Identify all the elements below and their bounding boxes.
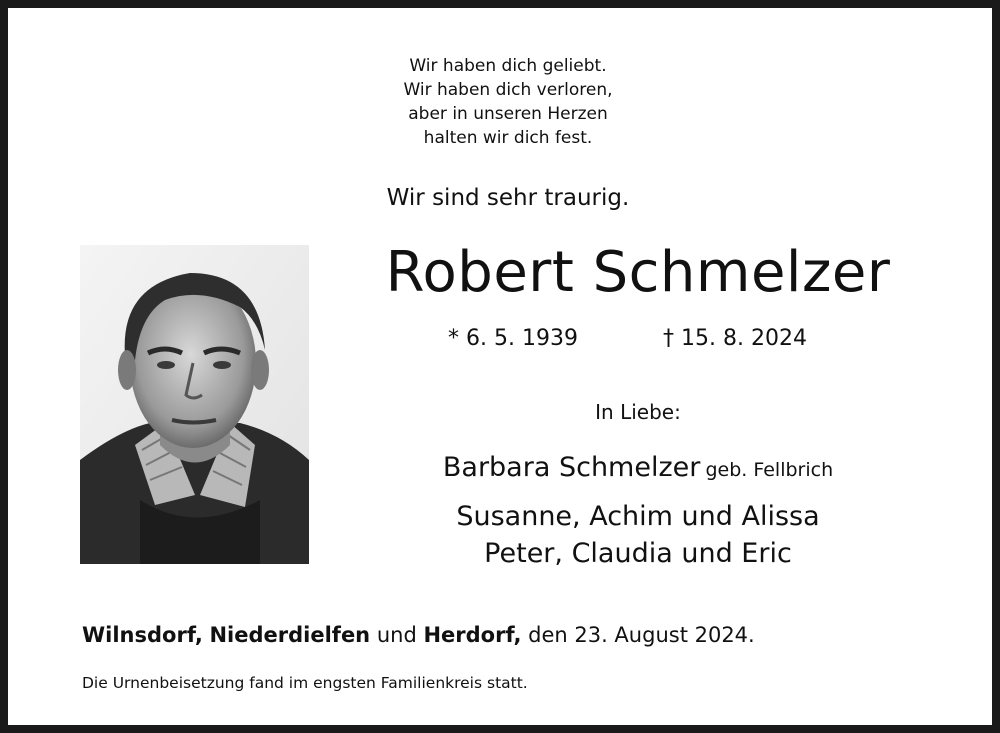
place-conjunction: und	[376, 623, 417, 647]
family-line: Peter, Claudia und Eric	[484, 538, 792, 569]
portrait-photo	[80, 245, 309, 564]
poem-line: aber in unseren Herzen	[408, 104, 608, 124]
place-wilnsdorf: Wilnsdorf,	[82, 623, 203, 647]
widow-line	[338, 448, 938, 491]
sadness-line: Wir sind sehr traurig.	[386, 185, 630, 211]
poem-line: halten wir dich fest.	[423, 128, 593, 148]
death-date: † 15. 8. 2024	[663, 326, 807, 351]
family-list	[338, 498, 938, 572]
birth-date: * 6. 5. 1939	[448, 326, 578, 351]
poem	[298, 54, 718, 150]
in-love-heading: In Liebe:	[595, 400, 681, 424]
place-herdorf: Herdorf,	[423, 623, 522, 647]
date-text: den 23. August 2024.	[528, 623, 755, 647]
poem-line: Wir haben dich verloren,	[403, 80, 613, 100]
poem-line: Wir haben dich geliebt.	[409, 56, 607, 76]
burial-note: Die Urnenbeisetzung fand im engsten Familienkreis statt.	[82, 674, 528, 692]
widow-maiden-name: geb. Fellbrich	[705, 459, 834, 481]
family-line: Susanne, Achim und Alissa	[456, 501, 820, 532]
place-and-date	[82, 618, 942, 652]
widow-name: Barbara Schmelzer	[442, 452, 701, 483]
place-niederdielfen: Niederdielfen	[209, 623, 371, 647]
deceased-name: Robert Schmelzer	[385, 240, 891, 305]
